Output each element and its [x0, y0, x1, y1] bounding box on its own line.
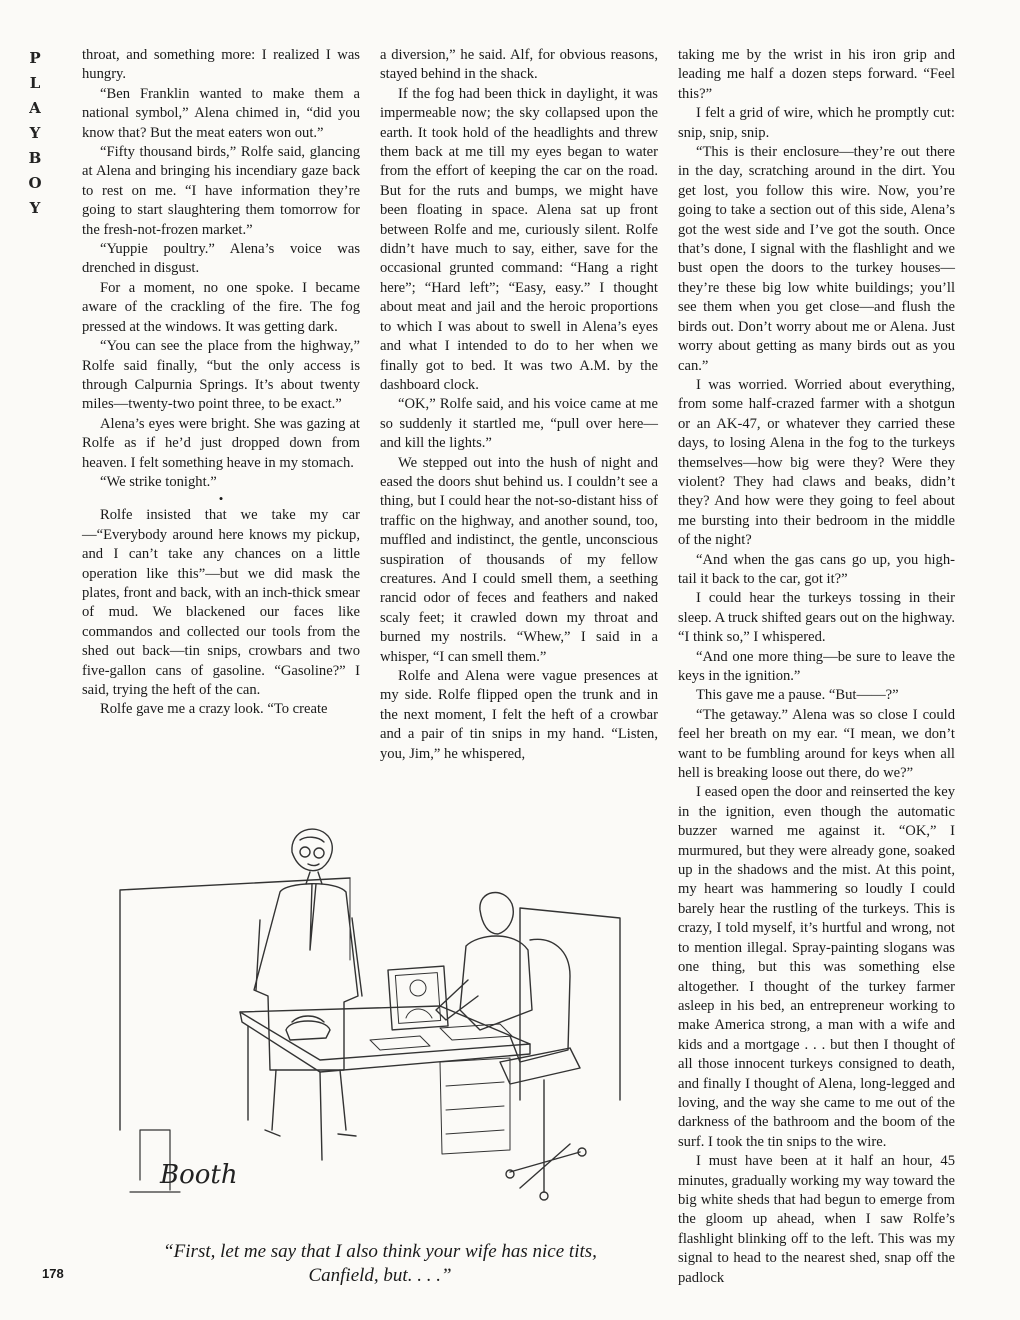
- paragraph: I was worried. Worried about everything, from some half-crazed farmer with a shotgun or an AK-47, or whatever they carried these days, to losing Alena in the fog to the turkeys themselves—how big were they? Were they violent? They had claws and beaks, didn’t they? And how were they going to feel about me bursting into their bedroom in the middle of the night?: [678, 376, 955, 549]
- masthead-letter: P: [29, 49, 41, 67]
- cartoon-caption: “First, let me say that I also think your wife has nice tits, Canfield, but. . . .”: [163, 1241, 597, 1286]
- paragraph: Rolfe and Alena were vague presences at my side. Rolfe flipped open the trunk and in the next moment, I felt the heft of a crowbar and a pair of tin snips in my hand. “Listen, you, Jim,” he whispered,: [380, 668, 658, 762]
- paragraph: We stepped out into the hush of night and eased the doors shut behind us. I couldn’t see a thing, but I could hear the not-so-distant hiss of traffic on the highway, and another sound, too, muffled and indistinct, the gentle, unconscious suspiration of thousands of my fellow creatures. And I could smell them, a seething rancid odor of feces and feathers and naked scaly feet; it crawled down my throat and burned my nostrils. “Whew,” I said in a whisper, “I can smell them.”: [380, 454, 658, 665]
- cartoonist-signature: Booth: [160, 1160, 238, 1190]
- masthead-letter: A: [29, 99, 41, 117]
- paragraph: For a moment, no one spoke. I became aware of the crackling of the fire. The fog pressed at the windows. It was getting dark.: [82, 279, 360, 335]
- paragraph: Rolfe insisted that we take my car—“Everybody around here knows my pickup, and I can’t take any chances on a little operation like this”—but we did mask the plates, front and back, with an inch-thick smear of mud. We blackened our faces like commandos and collected our tools from the shed out back—tin snips, crowbars and two five-gallon cans of gasoline. “Gasoline?” I said, trying the heft of the can.: [82, 507, 360, 698]
- text-column-3: [678, 46, 955, 1288]
- section-break: •: [218, 491, 224, 507]
- paragraph: “Yuppie poultry.” Alena’s voice was drenched in disgust.: [82, 241, 360, 277]
- paragraph: “Ben Franklin wanted to make them a national symbol,” Alena chimed in, “did you know that? But the meat eaters won out.”: [82, 85, 360, 141]
- masthead-letter: Y: [29, 124, 41, 142]
- paragraph: a diversion,” he said. Alf, for obvious reasons, stayed behind in the shack.: [380, 47, 658, 83]
- paragraph: This gave me a pause. “But——?”: [696, 687, 899, 704]
- paragraph: I eased open the door and reinserted the key in the ignition, even though the automatic buzzer warned me against it. “OK,” I murmured, but they were already gone, soaked up in the shadows and the mist. At this point, my heart was hammering so loudly I could barely hear the rustling of the turkeys. This is crazy, I told myself, it’s hurtful and wrong, not to mention illegal. Spray-painting slogans was one thing, but this was something else altogether. I thought of the turkey farmer asleep in his bed, an entrepreneur working to make America strong, a man with a wife and kids and a mortgage . . . but then I thought of all those innocent turkeys consigned to death, and finally I thought of Alena, long-legged and loving, and the way she came to me out of the darkness of the bathroom and the boom of the surf. I took the tin snips to the wire.: [678, 784, 955, 1150]
- paragraph: “Fifty thousand birds,” Rolfe said, glancing at Alena and bringing his incendiary gaze back to rest on me. “I have information they’re going to start slaughtering them tomorrow for the fresh-not-frozen market.”: [82, 144, 360, 238]
- paragraph: “The getaway.” Alena was so close I could feel her breath on my ear. “I mean, we don’t want to be fumbling around for keys when all hell is breaking loose out there, do we?”: [678, 706, 955, 782]
- paragraph: I could hear the turkeys tossing in their sleep. A truck shifted gears out on the highway. “I think so,” I whispered.: [678, 590, 955, 646]
- masthead-letter: B: [28, 149, 42, 167]
- masthead-letter: O: [28, 174, 42, 192]
- page-number: 178: [42, 1266, 64, 1281]
- paragraph: “We strike tonight.”: [100, 473, 217, 490]
- paragraph: Rolfe gave me a crazy look. “To create: [100, 701, 328, 718]
- paragraph: If the fog had been thick in daylight, it was impermeable now; the sky collapsed upon the earth. It took hold of the headlights and threw them back at me till my eyes began to water from the effort of keeping the car on the road. But for the ruts and bumps, we might have been floating in space. Alena sat up front between Rolfe and me, curiously silent. Rolfe didn’t have much to say, either, save for the occasional grunted command: “Hang a right here”; “Hard left”; “Easy, easy.” I thought about meat and jail and the heroic proportions to which I was about to swell in Alena’s eyes and what I intended to do to her when we finally got to bed. It was two A.M. by the dashboard clock.: [380, 85, 658, 393]
- masthead-letter: L: [29, 74, 41, 92]
- paragraph: throat, and something more: I realized I was hungry.: [82, 47, 360, 83]
- paragraph: I felt a grid of wire, which he promptly cut: snip, snip, snip.: [678, 105, 955, 141]
- text-column-2: [380, 46, 658, 764]
- cartoon-illustration: [100, 800, 660, 1220]
- paragraph: I must have been at it half an hour, 45 minutes, gradually working my way toward the big white sheds that had begun to emerge from the gloom up ahead, when I saw Rolfe’s flashlight blinking off to the left. This was my signal to head to the nearest shed, snap off the padlock: [678, 1153, 955, 1286]
- paragraph: “And when the gas cans go up, you high-tail it back to the car, got it?”: [678, 551, 955, 587]
- paragraph: Alena’s eyes were bright. She was gazing at Rolfe as if he’d just dropped down from heaven. I felt something heave in my stomach.: [82, 415, 360, 471]
- masthead: [24, 46, 46, 221]
- text-column-1: [82, 46, 360, 720]
- paragraph: taking me by the wrist in his iron grip and leading me half a dozen steps forward. “Feel this?”: [678, 47, 955, 102]
- paragraph: “This is their enclosure—they’re out there in the day, scratching around in the dirt. You get lost, you follow this wire. Now, you’re going to take a section out of this side, Alena’s got the west side and I’ve got the south. Once that’s done, I signal with the flashlight and we bust open the doors to the turkey houses—they’re these big low white buildings; you’ll see them when you get close—and flush the birds out. Don’t worry about me or Alena. Just worry about getting as many birds out as you can.”: [678, 144, 955, 374]
- paragraph: “And one more thing—be sure to leave the keys in the ignition.”: [678, 648, 955, 684]
- paragraph: “You can see the place from the highway,” Rolfe said finally, “but the only access is through Calpurnia Springs. It’s about twenty miles—twenty-two point three, to be exact.”: [82, 338, 360, 413]
- paragraph: “OK,” Rolfe said, and his voice came at me so suddenly it startled me, “pull over here—and kill the lights.”: [380, 396, 658, 452]
- masthead-letter: Y: [29, 199, 41, 217]
